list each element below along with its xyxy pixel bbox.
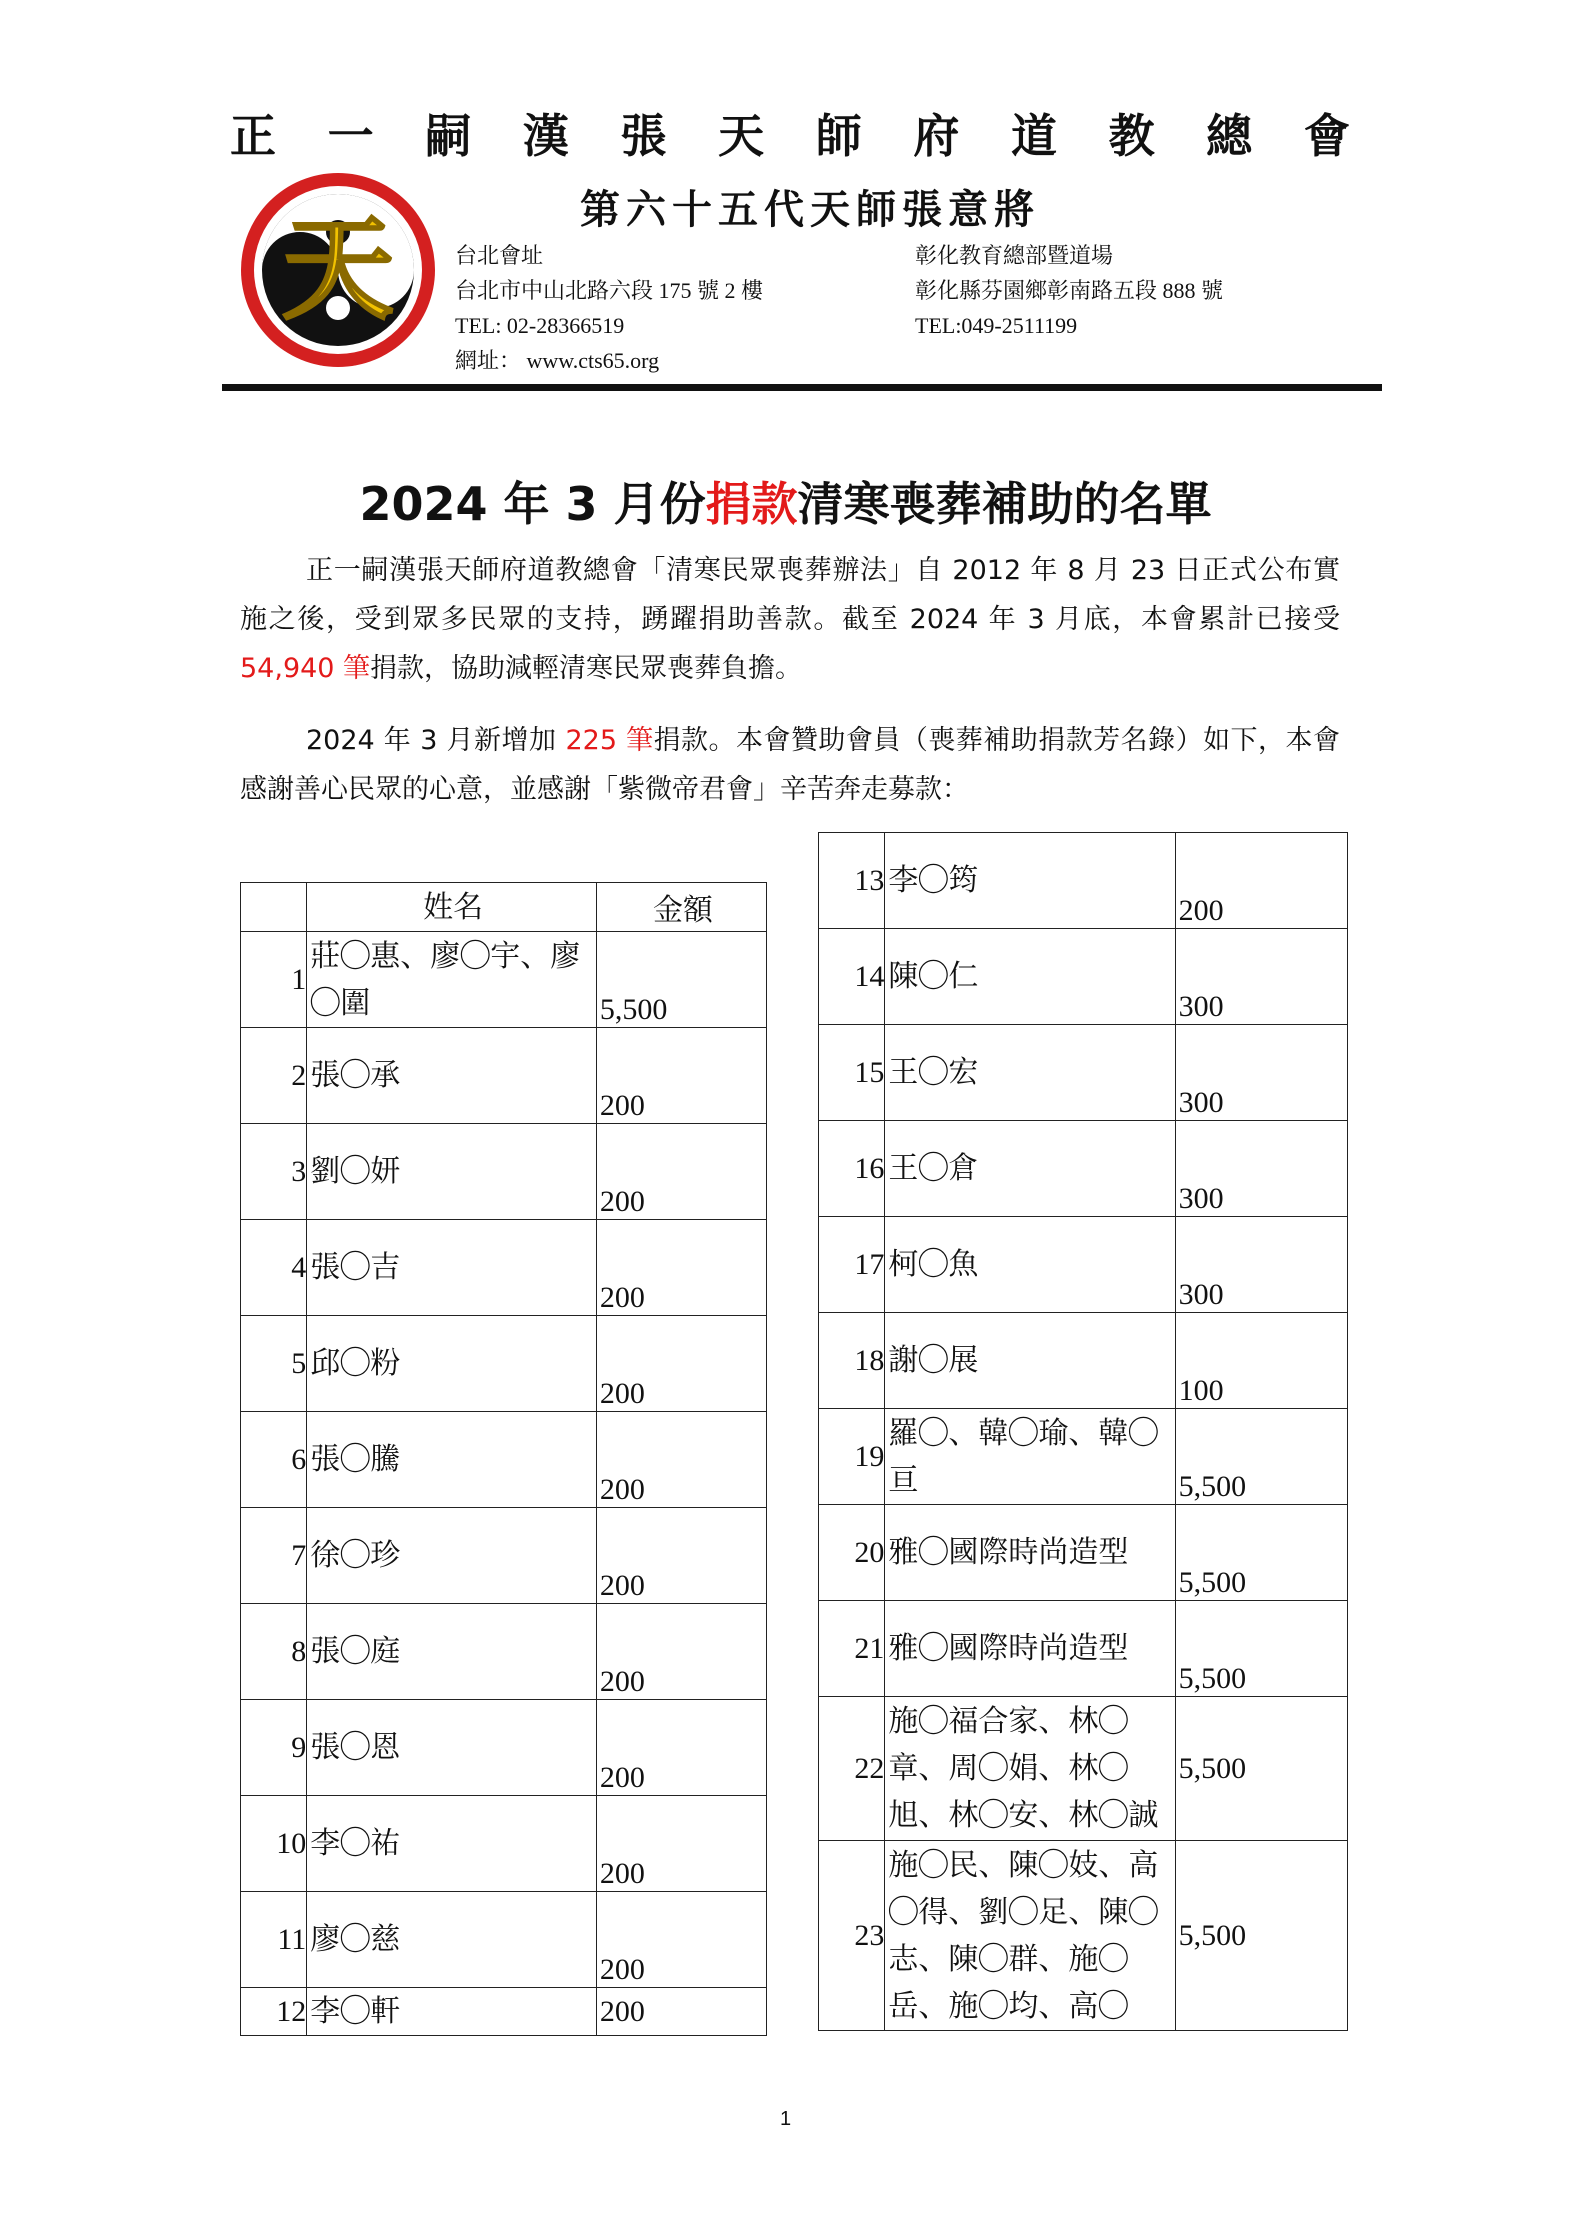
donation-amount: 200 bbox=[596, 1604, 766, 1700]
table-row bbox=[241, 932, 767, 1028]
table-row bbox=[241, 1316, 767, 1412]
donation-amount: 5,500 bbox=[1175, 1409, 1347, 1505]
donation-amount: 100 bbox=[1175, 1313, 1347, 1409]
donation-amount: 300 bbox=[1175, 1121, 1347, 1217]
donor-name: 雅◯國際時尚造型 bbox=[885, 1505, 1175, 1601]
row-number: 17 bbox=[819, 1217, 885, 1313]
table-row bbox=[819, 1697, 1348, 1841]
donation-amount: 300 bbox=[1175, 929, 1347, 1025]
monthly-donations-count: 225 筆 bbox=[565, 725, 654, 756]
row-number: 3 bbox=[241, 1124, 307, 1220]
org-title-char: 漢 bbox=[522, 109, 569, 163]
donor-name: 羅◯、韓◯瑜、韓◯亘 bbox=[885, 1409, 1175, 1505]
donor-name: 莊◯惠、廖◯宇、廖◯圍 bbox=[307, 932, 597, 1028]
row-number: 12 bbox=[241, 1988, 307, 2036]
row-number: 5 bbox=[241, 1316, 307, 1412]
donor-name: 王◯宏 bbox=[885, 1025, 1175, 1121]
row-number: 16 bbox=[819, 1121, 885, 1217]
row-number: 18 bbox=[819, 1313, 885, 1409]
donor-name: 張◯騰 bbox=[307, 1412, 597, 1508]
table-row bbox=[241, 1796, 767, 1892]
logo-character: 天 bbox=[282, 204, 394, 335]
donor-name: 徐◯珍 bbox=[307, 1508, 597, 1604]
paragraph-text: 捐款，協助減輕清寒民眾喪葬負擔。 bbox=[370, 653, 803, 684]
table-row bbox=[819, 1217, 1348, 1313]
donation-amount: 5,500 bbox=[596, 932, 766, 1028]
table-row bbox=[241, 1988, 767, 2036]
column-amount-header: 金額 bbox=[596, 883, 766, 932]
paragraph-text: 正一嗣漢張天師府道教總會「清寒民眾喪葬辦法」自 2012 年 8 月 23 日正式公布實施之後，受到眾多民眾的支持，踴躍捐助善款。截至 2024 年 3 月底，本會累計已接受 bbox=[240, 555, 1340, 635]
column-name-header: 姓名 bbox=[307, 883, 597, 932]
row-number: 6 bbox=[241, 1412, 307, 1508]
paragraph-text: 捐款。本會贊助會員（喪葬補助捐款芳名錄）如下，本會感謝善心民眾的心意，並感謝「紫微帝君會」辛苦奔走募款： bbox=[240, 725, 1340, 805]
donation-amount: 200 bbox=[596, 1892, 766, 1988]
row-number: 11 bbox=[241, 1892, 307, 1988]
donation-amount: 5,500 bbox=[1175, 1505, 1347, 1601]
table-row bbox=[819, 833, 1348, 929]
column-number-header bbox=[241, 883, 307, 932]
intro-paragraph bbox=[240, 546, 1340, 693]
table-row bbox=[819, 1601, 1348, 1697]
org-title-char: 正 bbox=[230, 109, 276, 163]
donor-table-left bbox=[240, 882, 767, 2036]
org-title-char: 一 bbox=[327, 109, 374, 163]
table-row bbox=[241, 1220, 767, 1316]
address-line: 台北會址 bbox=[455, 243, 544, 268]
donor-name: 張◯吉 bbox=[307, 1220, 597, 1316]
donation-amount: 200 bbox=[596, 1796, 766, 1892]
row-number: 8 bbox=[241, 1604, 307, 1700]
table-row bbox=[819, 1313, 1348, 1409]
donation-amount: 200 bbox=[596, 1028, 766, 1124]
donor-name: 張◯庭 bbox=[307, 1604, 597, 1700]
donation-amount: 200 bbox=[596, 1508, 766, 1604]
row-number: 19 bbox=[819, 1409, 885, 1505]
row-number: 22 bbox=[819, 1697, 885, 1841]
org-title-char: 師 bbox=[815, 109, 862, 163]
header-divider bbox=[222, 384, 1382, 391]
row-number: 7 bbox=[241, 1508, 307, 1604]
table-row bbox=[819, 1505, 1348, 1601]
donation-amount: 200 bbox=[596, 1988, 766, 2036]
table-row bbox=[819, 1409, 1348, 1505]
donation-amount: 5,500 bbox=[1175, 1697, 1347, 1841]
donor-name: 李◯軒 bbox=[307, 1988, 597, 2036]
row-number: 13 bbox=[819, 833, 885, 929]
row-number: 21 bbox=[819, 1601, 885, 1697]
address-line: 彰化教育總部暨道場 bbox=[915, 243, 1114, 268]
row-number: 4 bbox=[241, 1220, 307, 1316]
row-number: 15 bbox=[819, 1025, 885, 1121]
title-highlight: 捐款 bbox=[705, 477, 798, 531]
website-line: 網址： www.cts65.org bbox=[455, 348, 660, 373]
donation-amount: 5,500 bbox=[1175, 1601, 1347, 1697]
donor-name: 施◯福合家、林◯章、周◯娟、林◯旭、林◯安、林◯誠 bbox=[885, 1697, 1175, 1841]
table-row bbox=[241, 1124, 767, 1220]
org-title-char: 道 bbox=[1011, 109, 1057, 163]
address-line: 台北市中山北路六段 175 號 2 樓 bbox=[455, 278, 764, 303]
taipei-address-block bbox=[455, 238, 763, 378]
monthly-paragraph bbox=[240, 716, 1340, 814]
row-number: 20 bbox=[819, 1505, 885, 1601]
total-donations-count: 54,940 筆 bbox=[240, 653, 371, 684]
donor-name: 王◯倉 bbox=[885, 1121, 1175, 1217]
changhua-address-block bbox=[915, 238, 1223, 343]
organization-title bbox=[230, 100, 1350, 166]
document-title bbox=[0, 468, 1571, 534]
table-row bbox=[819, 929, 1348, 1025]
org-title-char: 教 bbox=[1108, 109, 1155, 163]
org-title-char: 會 bbox=[1303, 109, 1350, 163]
title-text: 2024 年 3 月份 bbox=[359, 477, 706, 531]
donor-table-right bbox=[818, 832, 1348, 2031]
table-row bbox=[241, 1412, 767, 1508]
donation-amount: 200 bbox=[1175, 833, 1347, 929]
row-number: 9 bbox=[241, 1700, 307, 1796]
table-row bbox=[241, 1892, 767, 1988]
donation-amount: 200 bbox=[596, 1316, 766, 1412]
row-number: 10 bbox=[241, 1796, 307, 1892]
donor-name: 張◯恩 bbox=[307, 1700, 597, 1796]
table-row bbox=[819, 1841, 1348, 2031]
celestial-master-name: 第六十五代天師張意將 bbox=[580, 187, 1040, 233]
table-row bbox=[819, 1025, 1348, 1121]
org-title-char: 嗣 bbox=[425, 109, 472, 163]
org-title-char: 張 bbox=[620, 109, 667, 163]
org-title-char: 天 bbox=[718, 109, 765, 163]
donation-amount: 300 bbox=[1175, 1025, 1347, 1121]
donor-name: 李◯祐 bbox=[307, 1796, 597, 1892]
donor-name: 施◯民、陳◯妓、高◯得、劉◯足、陳◯志、陳◯群、施◯岳、施◯均、高◯ bbox=[885, 1841, 1175, 2031]
donor-name: 劉◯妍 bbox=[307, 1124, 597, 1220]
donation-amount: 200 bbox=[596, 1220, 766, 1316]
row-number: 14 bbox=[819, 929, 885, 1025]
table-row bbox=[241, 1700, 767, 1796]
donation-amount: 5,500 bbox=[1175, 1841, 1347, 2031]
taichi-logo bbox=[238, 170, 438, 370]
org-title-char: 總 bbox=[1206, 109, 1253, 163]
donor-name: 謝◯展 bbox=[885, 1313, 1175, 1409]
donor-name: 邱◯粉 bbox=[307, 1316, 597, 1412]
title-text: 清寒喪葬補助的名單 bbox=[797, 477, 1212, 531]
address-line: 彰化縣芬園鄉彰南路五段 888 號 bbox=[915, 278, 1224, 303]
row-number: 23 bbox=[819, 1841, 885, 2031]
row-number: 2 bbox=[241, 1028, 307, 1124]
donor-rows-right bbox=[819, 833, 1348, 2031]
paragraph-text: 2024 年 3 月新增加 bbox=[306, 725, 566, 756]
donation-amount: 300 bbox=[1175, 1217, 1347, 1313]
page-number: 1 bbox=[779, 2108, 792, 2130]
donation-amount: 200 bbox=[596, 1412, 766, 1508]
donor-name: 廖◯慈 bbox=[307, 1892, 597, 1988]
donation-amount: 200 bbox=[596, 1124, 766, 1220]
table-row bbox=[241, 1604, 767, 1700]
donor-name: 李◯筠 bbox=[885, 833, 1175, 929]
donor-name: 張◯承 bbox=[307, 1028, 597, 1124]
donor-rows-left bbox=[241, 932, 767, 2036]
table-row bbox=[819, 1121, 1348, 1217]
donation-amount: 200 bbox=[596, 1700, 766, 1796]
phone-line: TEL:049-2511199 bbox=[915, 313, 1078, 338]
org-title-char: 府 bbox=[913, 109, 960, 163]
phone-line: TEL: 02-28366519 bbox=[455, 313, 625, 338]
table-row bbox=[241, 1508, 767, 1604]
donor-name: 陳◯仁 bbox=[885, 929, 1175, 1025]
donor-name: 柯◯魚 bbox=[885, 1217, 1175, 1313]
row-number: 1 bbox=[241, 932, 307, 1028]
table-row bbox=[241, 1028, 767, 1124]
donor-name: 雅◯國際時尚造型 bbox=[885, 1601, 1175, 1697]
